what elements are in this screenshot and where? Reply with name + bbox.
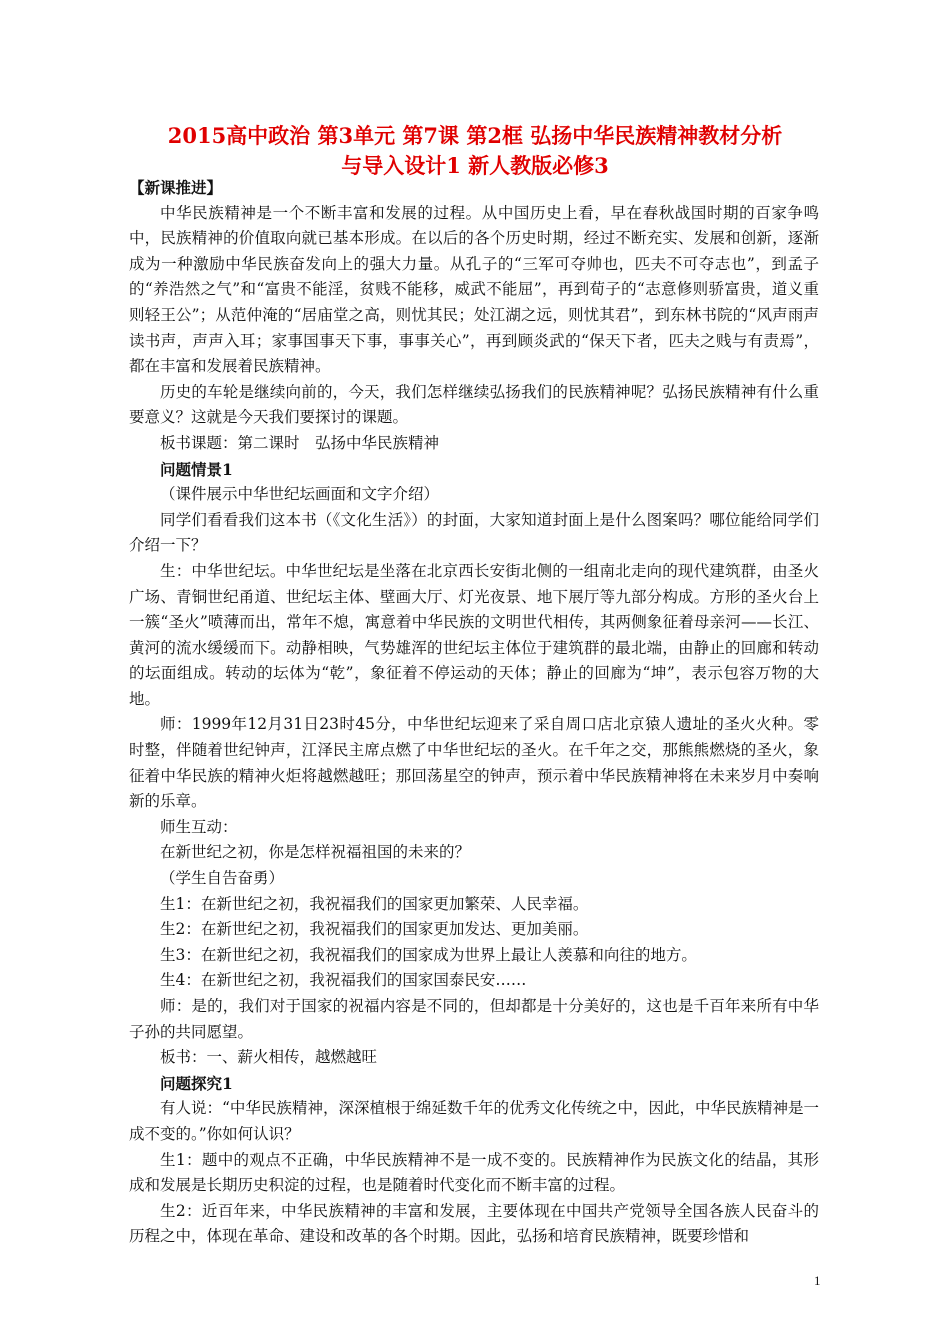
paragraph: 生1：题中的观点不正确，中华民族精神不是一成不变的。民族精神作为民族文化的结晶，其形成和发展是长期历史积淀的过程，也是随着时代变化而不断丰富的过程。: [129, 1150, 819, 1195]
paragraph: 师生互动：: [160, 817, 238, 836]
title-line-2: 与导入设计1 新人教版必修3: [341, 153, 609, 178]
paragraph: 生4：在新世纪之初，我祝福我们的国家国泰民安……: [160, 971, 527, 990]
paragraph: 中华民族精神是一个不断丰富和发展的过程。从中国历史上看，早在春秋战国时期的百家争鸣中，民族精神的价值取向就已基本形成。在以后的各个历史时期，经过不断充实、发展和创新，逐渐成为一种激励中华民族奋发向上的强大力量。从孔子的“三军可夺帅也，匹夫不可夺志也”，到孟子的“养浩然之气”和“富贵不能淫，贫贱不能移，威武不能屈”，再到荀子的“志意修则骄富贵，道义重则轻王公”；从范仲淹的“居庙堂之高，则忧其民；处江湖之远，则忧其君”，到东林书院的“风声雨声读书声，声声入耳；家事国事天下事，事事关心”，再到顾炎武的“保天下者，匹夫之贱与有责焉”，都在丰富和发展着民族精神。: [129, 203, 819, 376]
paragraph: 板书课题：第二课时 弘扬中华民族精神: [160, 433, 440, 452]
paragraph: 板书：一、薪火相传，越燃越旺: [160, 1048, 378, 1067]
paragraph: 生2：在新世纪之初，我祝福我们的国家更加发达、更加美丽。: [160, 920, 589, 939]
paragraph: （课件展示中华世纪坛画面和文字介绍）: [160, 485, 440, 504]
subheading: 问题探究1: [160, 1073, 233, 1093]
paragraph: 生3：在新世纪之初，我祝福我们的国家成为世界上最让人羡慕和向往的地方。: [160, 945, 697, 964]
title-line-1: 2015高中政治 第3单元 第7课 第2框 弘扬中华民族精神教材分析: [167, 123, 783, 148]
paragraph: 生1：在新世纪之初，我祝福我们的国家更加繁荣、人民幸福。: [160, 894, 589, 913]
page-number: 1: [814, 1273, 821, 1288]
paragraph: 有人说：“中华民族精神，深深植根于绵延数千年的优秀文化传统之中，因此，中华民族精神是一成不变的。”你如何认识？: [129, 1099, 819, 1143]
paragraph: 师：1999年12月31日23时45分，中华世纪坛迎来了采自周口店北京猿人遗址的圣火火种。零时整，伴随着世纪钟声，江泽民主席点燃了中华世纪坛的圣火。在千年之交，那熊熊燃烧的圣火，象征着中华民族的精神火炬将越燃越旺；那回荡星空的钟声，预示着中华民族精神将在未来岁月中奏响新的乐章。: [129, 715, 819, 811]
document-body: [129, 175, 819, 1250]
subheading: 问题情景1: [160, 459, 233, 479]
paragraph: 生：中华世纪坛。中华世纪坛是坐落在北京西长安街北侧的一组南北走向的现代建筑群，由圣火广场、青铜世纪甬道、世纪坛主体、壁画大厅、灯光夜景、地下展厅等九部分构成。方形的圣火台上一簇“圣火”喷薄而出，常年不熄，寓意着中华民族的文明世代相传，其两侧象征着母亲河——长江、黄河的流水缓缓而下。动静相映，气势雄浑的世纪坛主体位于建筑群的最北端，由静止的回廊和转动的坛面组成。转动的坛体为“乾”，象征着不停运动的天体；静止的回廊为“坤”，表示包容万物的大地。: [129, 561, 819, 708]
section-heading: 【新课推进】: [129, 178, 223, 197]
document-title: [100, 121, 850, 181]
paragraph: 历史的车轮是继续向前的，今天，我们怎样继续弘扬我们的民族精神呢？弘扬民族精神有什么重要意义？这就是今天我们要探讨的课题。: [129, 382, 819, 427]
paragraph: 在新世纪之初，你是怎样祝福祖国的未来的？: [160, 843, 471, 862]
paragraph: （学生自告奋勇）: [160, 869, 285, 888]
paragraph: 师：是的，我们对于国家的祝福内容是不同的，但却都是十分美好的，这也是千百年来所有中华子孙的共同愿望。: [129, 997, 819, 1041]
paragraph: 同学们看看我们这本书（《文化生活》）的封面，大家知道封面上是什么图案吗？哪位能给同学们介绍一下？: [129, 510, 819, 555]
paragraph: 生2：近百年来，中华民族精神的丰富和发展，主要体现在中国共产党领导全国各族人民奋斗的历程之中，体现在革命、建设和改革的各个时期。因此，弘扬和培育民族精神，既要珍惜和: [129, 1201, 819, 1246]
